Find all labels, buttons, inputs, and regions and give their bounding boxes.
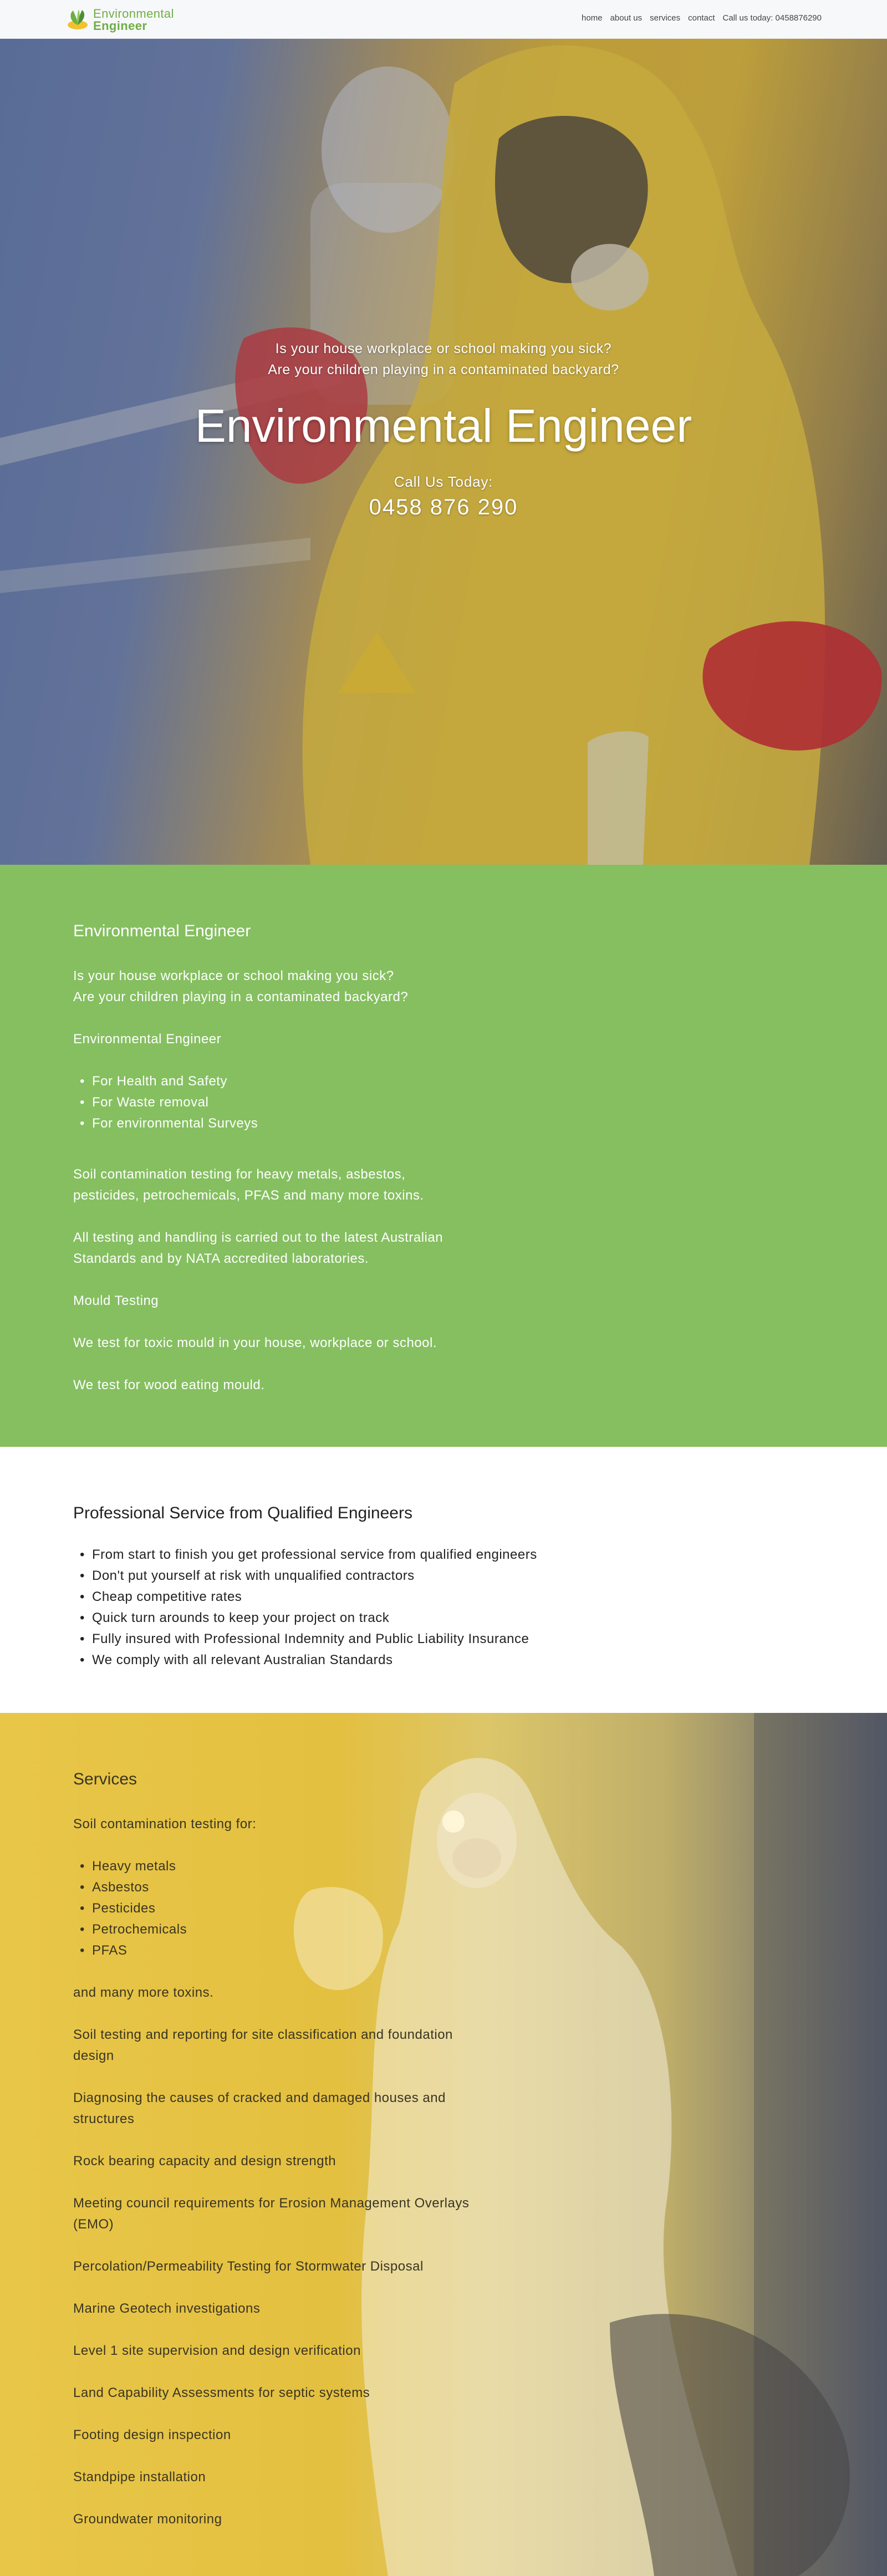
service-item: Meeting council requirements for Erosion Management Overlays (EMO)	[73, 2196, 470, 2232]
list-item: • For Health and Safety	[73, 1071, 461, 1092]
intro-heading: Environmental Engineer	[73, 922, 251, 940]
nav-services[interactable]: services	[650, 13, 681, 23]
hero-question-2: Are your children playing in a contaminated backyard?	[268, 362, 619, 378]
qualifications-heading: Professional Service from Qualified Engineers	[73, 1504, 412, 1522]
list-item: • For Waste removal	[73, 1092, 461, 1113]
qualifications-section	[0, 1447, 887, 1713]
service-item: Level 1 site supervision and design verification	[73, 2343, 361, 2358]
service-item: Groundwater monitoring	[73, 2512, 222, 2527]
hero-call-label: Call Us Today:	[394, 473, 493, 490]
service-item: Rock bearing capacity and design strength	[73, 2154, 337, 2169]
intro-subheading: Environmental Engineer	[73, 1032, 222, 1047]
list-item: • Petrochemicals	[73, 1919, 472, 1940]
intro-standards-text: All testing and handling is carried out to the latest Australian Standards and by NATA accredited laboratories.	[73, 1230, 443, 1266]
services-heading: Services	[73, 1770, 137, 1788]
nav-home[interactable]: home	[582, 13, 603, 23]
hero-content	[0, 338, 887, 520]
service-item: Footing design inspection	[73, 2427, 231, 2442]
site-header	[0, 0, 887, 39]
service-item: Percolation/Permeability Testing for Stormwater Disposal	[73, 2259, 424, 2274]
list-item: • Cheap competitive rates	[73, 1587, 683, 1608]
intro-section	[0, 865, 887, 1447]
hero-section	[0, 39, 887, 865]
intro-question-1: Is your house workplace or school making you sick?	[73, 968, 394, 983]
mould-heading: Mould Testing	[73, 1293, 159, 1308]
nav-about-us[interactable]: about us	[610, 13, 643, 23]
logo-text-line2: Engineer	[93, 19, 147, 33]
intro-question-2: Are your children playing in a contaminated backyard?	[73, 989, 409, 1004]
logo-text-line1: Environmental	[93, 7, 174, 21]
list-item: • For environmental Surveys	[73, 1113, 461, 1134]
list-item: • PFAS	[73, 1940, 472, 1961]
intro-soil-text: Soil contamination testing for heavy metals, asbestos, pesticides, petrochemicals, PFAS and many more toxins.	[73, 1167, 424, 1203]
nav-call-us[interactable]: Call us today: 0458876290	[722, 13, 822, 23]
services-more-toxins: and many more toxins.	[73, 1985, 214, 2000]
nav-contact[interactable]: contact	[688, 13, 715, 23]
list-item: • Don't put yourself at risk with unqualified contractors	[73, 1565, 683, 1587]
list-item: • From start to finish you get professional service from qualified engineers	[73, 1544, 683, 1565]
list-item: • Fully insured with Professional Indemnity and Public Liability Insurance	[73, 1629, 683, 1650]
qualifications-list	[73, 1544, 683, 1671]
list-item: • We comply with all relevant Australian Standards	[73, 1650, 683, 1671]
hero-phone-number[interactable]: 0458 876 290	[369, 495, 518, 519]
intro-purpose-list	[73, 1071, 461, 1134]
list-item: • Asbestos	[73, 1877, 472, 1898]
hero-question-1: Is your house workplace or school making you sick?	[275, 341, 612, 356]
list-item: • Pesticides	[73, 1898, 472, 1919]
service-item: Soil testing and reporting for site classification and foundation design	[73, 2027, 453, 2063]
site-logo[interactable]	[65, 7, 187, 32]
leaf-logo-icon	[65, 8, 90, 30]
services-soil-intro: Soil contamination testing for:	[73, 1817, 257, 1832]
list-item: • Heavy metals	[73, 1856, 472, 1877]
service-item: Land Capability Assessments for septic systems	[73, 2385, 370, 2400]
service-item: Marine Geotech investigations	[73, 2301, 261, 2316]
services-toxins-list	[73, 1856, 472, 1961]
service-item: Diagnosing the causes of cracked and damaged houses and structures	[73, 2090, 446, 2126]
mould-text-1: We test for toxic mould in your house, workplace or school.	[73, 1335, 437, 1350]
main-nav	[582, 13, 822, 23]
service-item: Standpipe installation	[73, 2470, 206, 2485]
hero-title: Environmental Engineer	[195, 400, 692, 452]
services-section	[0, 1713, 887, 2576]
list-item: • Quick turn arounds to keep your project on track	[73, 1608, 683, 1629]
mould-text-2: We test for wood eating mould.	[73, 1378, 265, 1392]
